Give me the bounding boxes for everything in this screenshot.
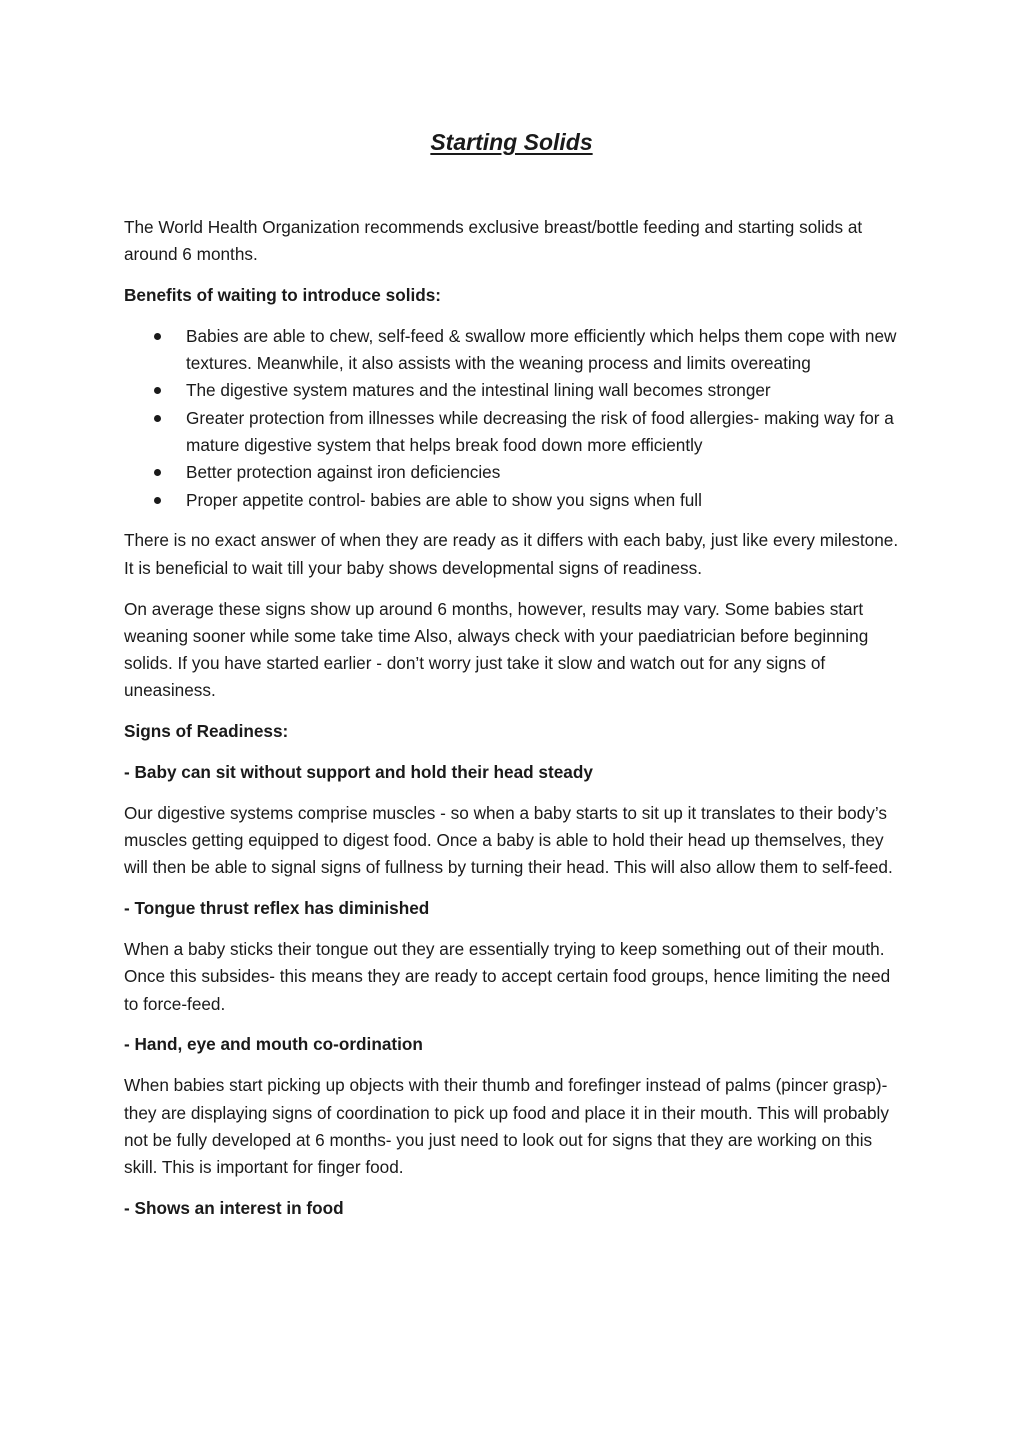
average-signs-paragraph: On average these signs show up around 6 months, however, results may vary. Some babies start weaning sooner while some take time Also, always check with your paediatrician before beginning solids. If you have started earlier - don’t worry just take it slow and watch out for any signs of uneasiness. [124, 598, 869, 701]
benefits-list-item-text: Greater protection from illnesses while decreasing the risk of food allergies- making way for a mature digestive system that helps break food down more efficiently [186, 407, 894, 456]
bullet-icon [154, 387, 161, 394]
benefits-list-item [186, 487, 899, 514]
sign-heading: - Shows an interest in food [124, 1197, 344, 1218]
sign-heading: - Tongue thrust reflex has diminished [124, 898, 430, 919]
benefits-list-item [186, 459, 899, 486]
document-body [124, 214, 899, 1236]
bullet-icon [154, 497, 161, 504]
sign-heading: - Hand, eye and mouth co-ordination [124, 1034, 423, 1055]
bullet-icon [154, 469, 161, 476]
bullet-icon [154, 333, 161, 340]
benefits-list-item [186, 323, 899, 378]
benefits-list-item-text: Proper appetite control- babies are able to show you signs when full [186, 489, 702, 510]
document-page [124, 0, 899, 1447]
benefits-list-item-text: Babies are able to chew, self-feed & swallow more efficiently which helps them cope with new textures. Meanwhile, it also assists with the weaning process and limits overeating [186, 325, 897, 374]
page-title: Starting Solids [430, 129, 593, 155]
benefits-heading: Benefits of waiting to introduce solids: [124, 285, 442, 306]
sign-description: Our digestive systems comprise muscles - so when a baby starts to sit up it translates to their body’s muscles getting equipped to digest food. Once a baby is able to hold their head up themselves, they will then be able to signal signs of fullness by turning their head. This will also allow them to self-feed. [124, 802, 893, 878]
intro-paragraph: The World Health Organization recommends exclusive breast/bottle feeding and starting solids at around 6 months. [124, 217, 863, 265]
readiness-heading: Signs of Readiness: [124, 721, 289, 742]
benefits-list [124, 323, 899, 514]
sign-heading: - Baby can sit without support and hold their head steady [124, 762, 593, 783]
benefits-list-item-text: The digestive system matures and the intestinal lining wall becomes stronger [186, 380, 771, 401]
sign-description: When a baby sticks their tongue out they are essentially trying to keep something out of their mouth. Once this subsides- this means they are ready to accept certain food groups, hence limiting the need to force-feed. [124, 939, 891, 1014]
sign-description: When babies start picking up objects with their thumb and forefinger instead of palms (pincer grasp)- they are displaying signs of coordination to pick up food and place it in their mouth. This will probably not be fully developed at 6 months- you just need to look out for signs that they are working on this skill. This is important for finger food. [124, 1075, 889, 1178]
bullet-icon [154, 415, 161, 422]
readiness-intro-paragraph: There is no exact answer of when they are ready as it differs with each baby, just like every milestone. It is beneficial to wait till your baby shows developmental signs of readiness. [124, 530, 899, 578]
benefits-list-item [186, 377, 899, 404]
benefits-list-item [186, 405, 899, 460]
benefits-list-item-text: Better protection against iron deficiencies [186, 462, 501, 483]
